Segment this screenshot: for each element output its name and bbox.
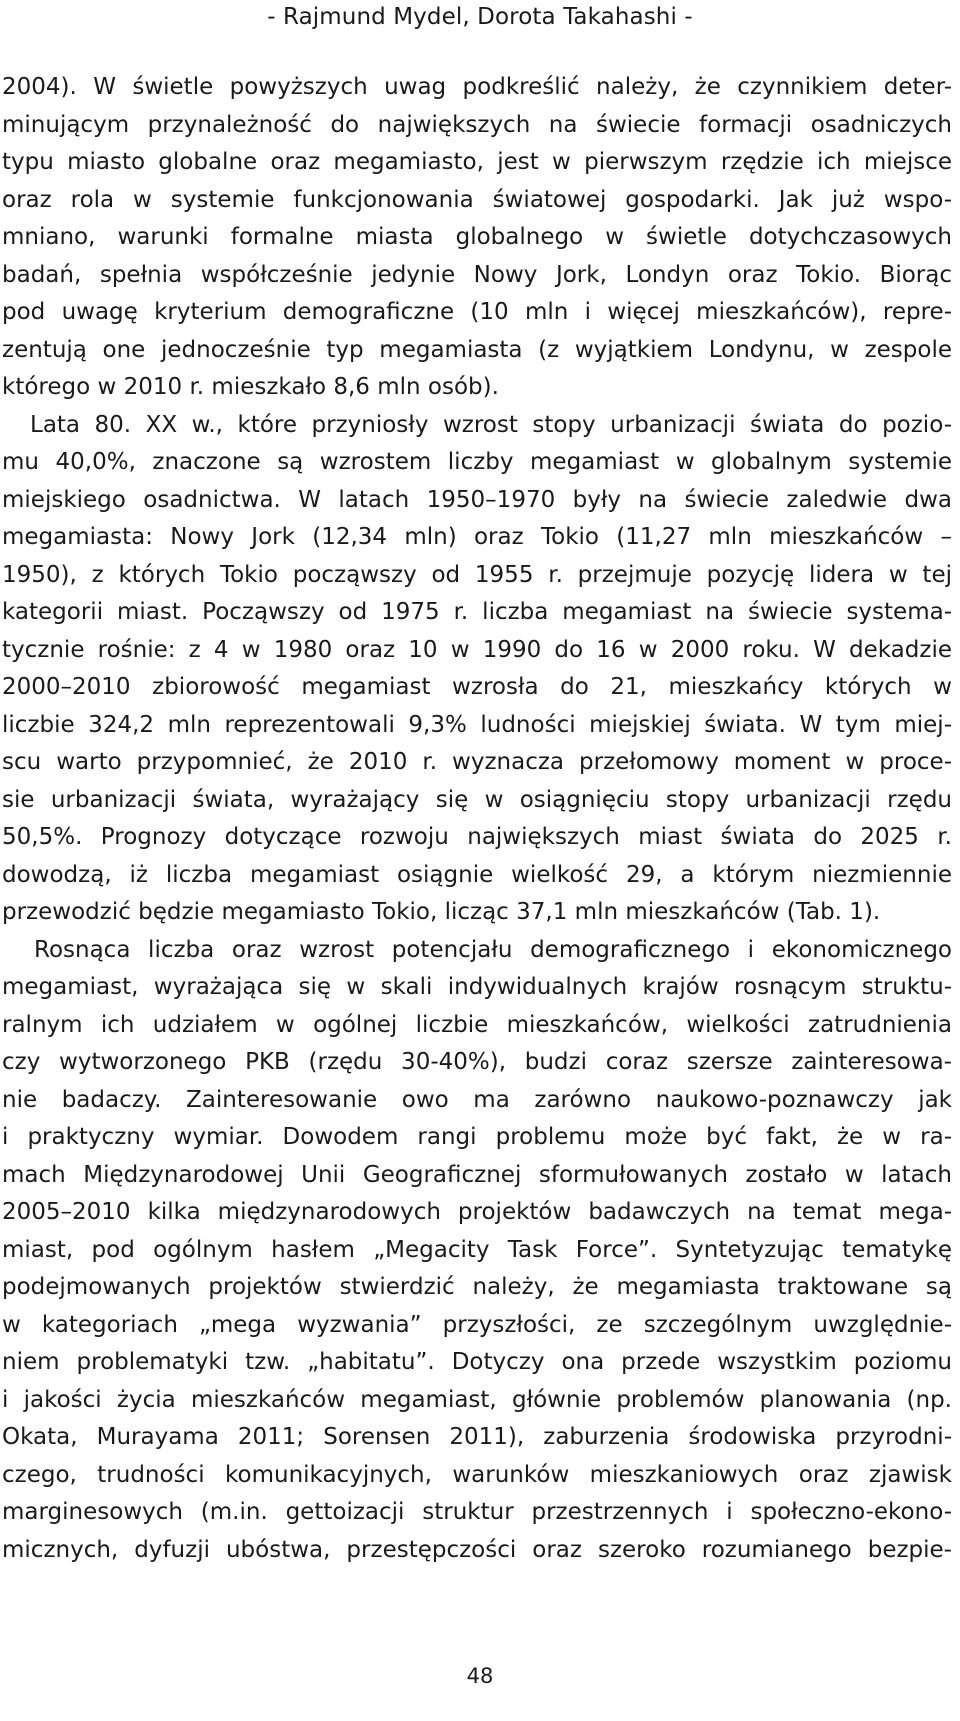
text-line: 1950), z których Tokio począwszy od 1955 r. przejmuje pozycję lidera w tej (2, 561, 952, 588)
text-line: i praktyczny wymiar. Dowodem rangi problemu może być fakt, że w ra- (2, 1124, 952, 1150)
text-line: megamiast, wyrażająca się w skali indywidualnych krajów rosnącym struktu- (2, 974, 952, 1000)
text-line: megamiasta: Nowy Jork (12,34 mln) oraz Tokio (11,27 mln mieszkańców – (2, 524, 952, 550)
text-line: liczbie 324,2 mln reprezentowali 9,3% ludności miejskiej świata. W tym miej- (2, 711, 952, 738)
text-line: tycznie rośnie: z 4 w 1980 oraz 10 w 1990 do 16 w 2000 roku. W dekadzie (2, 636, 952, 663)
running-header: - Rajmund Mydel, Dorota Takahashi - (267, 4, 693, 30)
text-line: minującym przynależność do największych na świecie formacji osadniczych (2, 111, 952, 138)
text-line: zentują one jednocześnie typ megamiasta (z wyjątkiem Londynu, w zespole (2, 336, 952, 363)
text-line: miast, pod ogólnym hasłem „Megacity Task Force”. Syntetyzując tematykę (2, 1236, 952, 1263)
text-line: Okata, Murayama 2011; Sorensen 2011), zaburzenia środowiska przyrodni- (2, 1424, 952, 1450)
text-line: Lata 80. XX w., które przyniosły wzrost stopy urbanizacji świata do pozio- (30, 411, 952, 438)
text-line: czego, trudności komunikacyjnych, warunków mieszkaniowych oraz zjawisk (2, 1461, 952, 1488)
text-line: nie badaczy. Zainteresowanie owo ma zarówno naukowo-poznawczy jak (2, 1086, 952, 1113)
text-line: oraz rola w systemie funkcjonowania światowej gospodarki. Jak już wspo- (2, 186, 952, 213)
text-line: przewodzić będzie megamiasto Tokio, licząc 37,1 mln mieszkańców (Tab. 1). (2, 899, 881, 925)
text-line: dowodzą, iż liczba megamiast osiągnie wielkość 29, a którym niezmiennie (2, 861, 952, 888)
text-line: miejskiego osadnictwa. W latach 1950–1970 były na świecie zaledwie dwa (2, 486, 952, 513)
text-line: mach Międzynarodowej Unii Geograficznej sformułowanych zostało w latach (2, 1161, 952, 1188)
text-line: 2000–2010 zbiorowość megamiast wzrosła do 21, mieszkańcy których w (2, 674, 952, 700)
text-line: którego w 2010 r. mieszkało 8,6 mln osób). (2, 374, 499, 400)
body-text (2, 69, 952, 1569)
text-line: scu warto przypomnieć, że 2010 r. wyznacza przełomowy moment w proce- (2, 749, 952, 775)
page-number: 48 (466, 1664, 494, 1688)
text-line: niem problematyki tzw. „habitatu”. Dotyczy ona przede wszystkim poziomu (2, 1349, 952, 1375)
text-line: sie urbanizacji świata, wyrażający się w osiągnięciu stopy urbanizacji rzędu (2, 786, 952, 813)
text-line: mniano, warunki formalne miasta globalnego w świetle dotychczasowych (2, 224, 952, 250)
text-line: 2004). W świetle powyższych uwag podkreślić należy, że czynnikiem deter- (2, 74, 952, 100)
text-line: 2005–2010 kilka międzynarodowych projektów badawczych na temat mega- (2, 1199, 952, 1225)
text-line: marginesowych (m.in. gettoizacji struktur przestrzennych i społeczno-ekono- (2, 1499, 952, 1525)
text-line: podejmowanych projektów stwierdzić należy, że megamiasta traktowane są (2, 1274, 952, 1300)
text-line: 50,5%. Prognozy dotyczące rozwoju największych miast świata do 2025 r. (2, 824, 952, 850)
text-line: typu miasto globalne oraz megamiasto, jest w pierwszym rzędzie ich miejsce (2, 149, 952, 175)
text-line: i jakości życia mieszkańców megamiast, głównie problemów planowania (np. (2, 1386, 952, 1413)
text-line: micznych, dyfuzji ubóstwa, przestępczości oraz szeroko rozumianego bezpie- (2, 1536, 952, 1563)
text-line: czy wytworzonego PKB (rzędu 30-40%), budzi coraz szersze zainteresowa- (2, 1049, 952, 1075)
text-line: Rosnąca liczba oraz wzrost potencjału demograficznego i ekonomicznego (34, 936, 952, 963)
text-line: mu 40,0%, znaczone są wzrostem liczby megamiast w globalnym systemie (2, 449, 952, 475)
text-line: kategorii miast. Począwszy od 1975 r. liczba megamiast na świecie systema- (2, 599, 952, 625)
text-line: ralnym ich udziałem w ogólnej liczbie mieszkańców, wielkości zatrudnienia (2, 1011, 952, 1038)
text-line: badań, spełnia współcześnie jedynie Nowy Jork, Londyn oraz Tokio. Biorąc (2, 261, 952, 288)
text-line: w kategoriach „mega wyzwania” przyszłości, ze szczególnym uwzględnie- (2, 1311, 952, 1338)
text-line: pod uwagę kryterium demograficzne (10 mln i więcej mieszkańców), repre- (2, 299, 952, 325)
